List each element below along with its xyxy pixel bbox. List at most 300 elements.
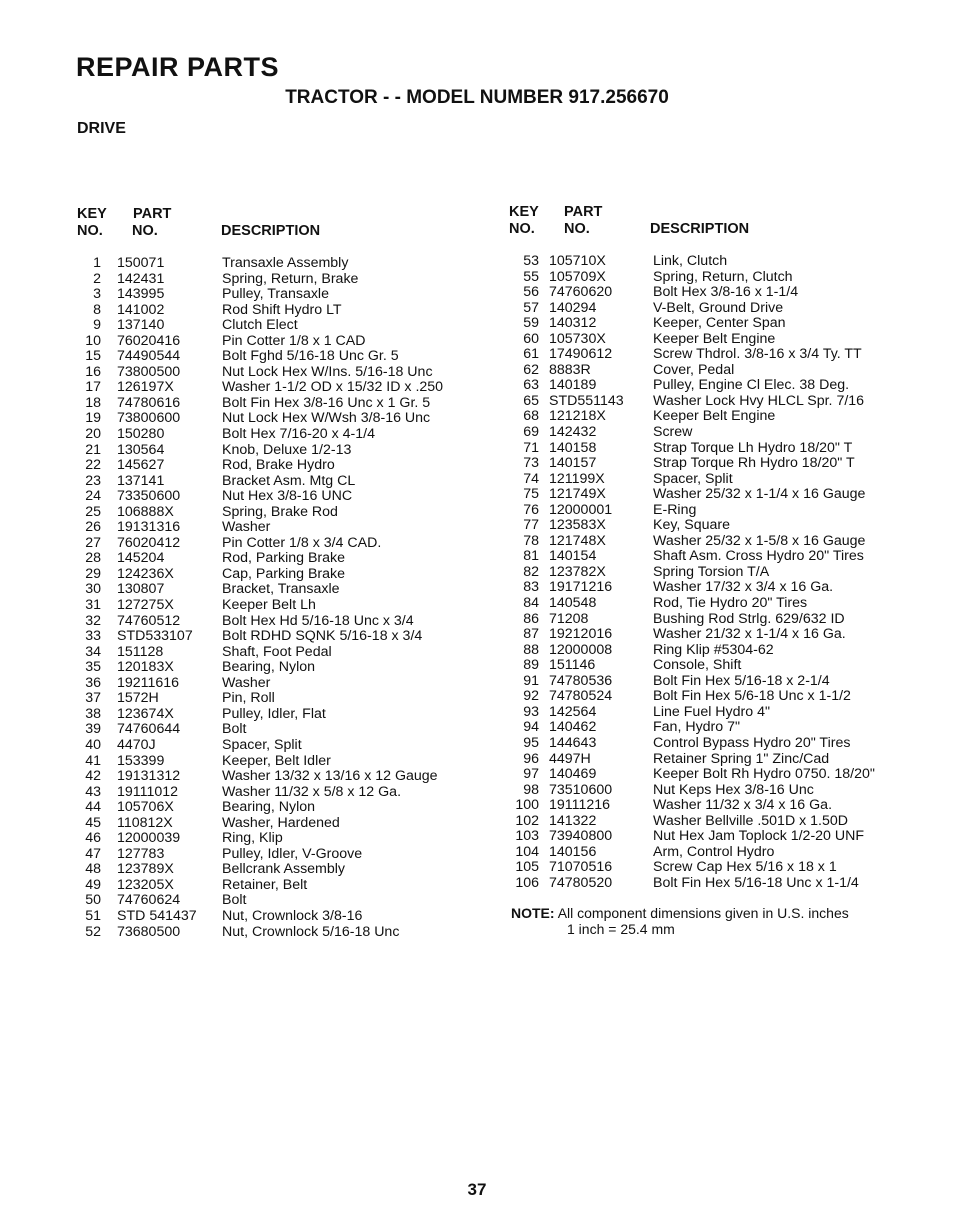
key-number: 48: [85, 861, 101, 878]
part-number: 19171216: [549, 579, 613, 596]
part-number: 140469: [549, 766, 597, 783]
key-number: 16: [85, 363, 101, 380]
table-row: [77, 800, 477, 816]
table-row: [509, 456, 909, 472]
key-number: 61: [523, 346, 539, 363]
key-header-line1: KEY: [509, 204, 539, 220]
table-row: [509, 798, 909, 814]
part-description: Ring Klip #5304-62: [653, 641, 774, 658]
table-row: [77, 287, 477, 303]
part-description: Pin Cotter 1/8 x 3/4 CAD.: [222, 534, 382, 551]
part-description: Spring, Return, Brake: [222, 270, 359, 287]
table-row: [509, 767, 909, 783]
part-description: Washer 11/32 x 3/4 x 16 Ga.: [653, 797, 833, 814]
table-row: [509, 658, 909, 674]
part-description: Bolt: [222, 892, 247, 909]
part-description: Control Bypass Hydro 20" Tires: [653, 734, 851, 751]
part-number: 19211616: [117, 674, 180, 691]
part-number: 71070516: [549, 859, 613, 876]
part-description: Spring, Return, Clutch: [653, 268, 793, 285]
part-description: Keeper Belt Lh: [222, 597, 316, 614]
part-number: 74780524: [549, 688, 613, 705]
part-number: 140158: [549, 439, 597, 456]
key-number: 44: [85, 799, 101, 816]
key-number: 68: [523, 408, 539, 425]
parts-table-right: [509, 204, 909, 891]
part-description: Keeper Belt Engine: [653, 408, 776, 425]
description-header: DESCRIPTION: [221, 223, 321, 239]
part-number: 124236X: [117, 565, 174, 582]
part-description: Pulley, Engine Cl Elec. 38 Deg.: [653, 377, 850, 394]
key-number: 84: [523, 595, 539, 612]
part-number: 137141: [117, 472, 165, 489]
table-row: [77, 303, 477, 319]
table-row: [509, 814, 909, 830]
key-number: 38: [85, 705, 101, 722]
table-row: [509, 876, 909, 892]
table-row: [509, 425, 909, 441]
part-number: 73940800: [549, 828, 613, 845]
part-number: 4497H: [549, 750, 591, 767]
part-header-line1: PART: [133, 206, 172, 222]
table-row: [509, 689, 909, 705]
table-row: [509, 270, 909, 286]
part-header-line2: NO.: [564, 221, 590, 237]
key-number: 39: [85, 721, 101, 738]
key-header-line1: KEY: [77, 206, 107, 222]
part-no-header: [564, 204, 602, 238]
table-row: [77, 645, 477, 661]
part-number: 141002: [117, 301, 165, 318]
part-description: Washer Lock Hvy HLCL Spr. 7/16: [653, 392, 865, 409]
table-row: [509, 829, 909, 845]
key-number: 33: [85, 628, 101, 645]
table-row: [77, 334, 477, 350]
section-heading: DRIVE: [77, 120, 126, 137]
table-row: [509, 409, 909, 425]
part-description: Bolt Hex 3/8-16 x 1-1/4: [653, 284, 799, 301]
part-number: 73510600: [549, 781, 613, 798]
part-number: STD533107: [117, 628, 193, 645]
key-number: 52: [85, 923, 101, 940]
part-number: 74780536: [549, 672, 613, 689]
description-header: DESCRIPTION: [650, 221, 750, 237]
part-description: Bolt Hex Hd 5/16-18 Unc x 3/4: [222, 612, 414, 629]
table-row: [77, 536, 477, 552]
part-number: 105706X: [117, 799, 174, 816]
part-number: 74780520: [549, 874, 613, 891]
rows-left: [77, 256, 477, 940]
part-description: Nut Lock Hex W/Ins. 5/16-18 Unc: [222, 363, 433, 380]
table-header-left: [77, 206, 477, 242]
part-description: Spring, Brake Rod: [222, 503, 338, 520]
part-description: Clutch Elect: [222, 317, 298, 334]
part-number: 73350600: [117, 488, 181, 505]
table-row: [77, 816, 477, 832]
key-number: 21: [85, 441, 101, 458]
part-number: 73800600: [117, 410, 181, 427]
part-description: Key, Square: [653, 517, 731, 534]
part-description: Nut Keps Hex 3/8-16 Unc: [653, 781, 814, 798]
part-description: Cap, Parking Brake: [222, 565, 346, 582]
key-number: 55: [523, 268, 539, 285]
part-number: 110812X: [117, 814, 173, 831]
part-number: 127275X: [117, 597, 174, 614]
key-number: 106: [515, 874, 539, 891]
parts-table-left: [77, 206, 477, 940]
part-description: Keeper Bolt Rh Hydro 0750. 18/20": [653, 766, 875, 783]
part-description: Ring, Klip: [222, 830, 283, 847]
part-description: Arm, Control Hydro: [653, 843, 775, 860]
key-number: 17: [85, 379, 101, 396]
key-number: 19: [85, 410, 101, 427]
key-number: 10: [85, 332, 101, 349]
key-number: 73: [523, 455, 539, 472]
table-row: [77, 831, 477, 847]
part-number: 123583X: [549, 517, 606, 534]
part-description: Nut Lock Hex W/Wsh 3/8-16 Unc: [222, 410, 431, 427]
key-number: 53: [523, 253, 539, 269]
part-description: Bracket Asm. Mtg CL: [222, 472, 356, 489]
part-number: 105709X: [549, 268, 606, 285]
part-number: 105730X: [549, 330, 606, 347]
part-description: Pulley, Idler, Flat: [222, 705, 326, 722]
part-number: 140154: [549, 548, 597, 565]
part-description: Keeper, Belt Idler: [222, 752, 331, 769]
key-number: 82: [523, 563, 539, 580]
key-number: 76: [523, 501, 539, 518]
table-row: [509, 534, 909, 550]
part-number: 74760512: [117, 612, 181, 629]
key-number: 65: [523, 392, 539, 409]
table-row: [509, 301, 909, 317]
table-row: [509, 472, 909, 488]
part-description: Washer 11/32 x 5/8 x 12 Ga.: [222, 783, 402, 800]
part-number: 140462: [549, 719, 597, 736]
key-number: 74: [523, 470, 539, 487]
key-number: 43: [85, 783, 101, 800]
part-description: Line Fuel Hydro 4": [653, 703, 771, 720]
key-number: 56: [523, 284, 539, 301]
table-row: [509, 347, 909, 363]
part-description: Keeper Belt Engine: [653, 330, 776, 347]
table-row: [77, 272, 477, 288]
table-row: [509, 736, 909, 752]
part-description: Washer 21/32 x 1-1/4 x 16 Ga.: [653, 626, 846, 643]
part-number: 140156: [549, 843, 597, 860]
part-number: 121218X: [549, 408, 606, 425]
key-number: 1: [93, 255, 101, 271]
key-number: 37: [85, 690, 101, 707]
key-number: 2: [93, 270, 101, 287]
page-number: 37: [467, 1180, 487, 1199]
table-row: [509, 518, 909, 534]
part-number: 153399: [117, 752, 165, 769]
key-number: 94: [523, 719, 539, 736]
key-number: 28: [85, 550, 101, 567]
part-number: 121749X: [549, 486, 606, 503]
table-header-right: [509, 204, 909, 240]
part-number: 140548: [549, 595, 597, 612]
part-number: 142564: [549, 703, 597, 720]
part-number: 19111012: [117, 783, 179, 800]
key-number: 69: [523, 424, 539, 441]
key-number: 88: [523, 641, 539, 658]
part-description: Spacer, Split: [222, 736, 302, 753]
key-number: 40: [85, 736, 101, 753]
table-row: [509, 752, 909, 768]
part-description: Shaft, Foot Pedal: [222, 643, 332, 660]
table-row: [77, 847, 477, 863]
table-row: [77, 878, 477, 894]
key-number: 57: [523, 299, 539, 316]
key-number: 15: [85, 348, 101, 365]
table-row: [509, 627, 909, 643]
part-description: Bolt Fin Hex 5/16-18 Unc x 1-1/4: [653, 874, 859, 891]
part-number: 123782X: [549, 563, 606, 580]
part-number: 1572H: [117, 690, 159, 707]
part-description: Spring Torsion T/A: [653, 563, 770, 580]
part-description: Retainer, Belt: [222, 876, 308, 893]
part-description: Washer: [222, 674, 271, 691]
part-number: 74780616: [117, 394, 181, 411]
key-number: 75: [523, 486, 539, 503]
key-number: 91: [523, 672, 539, 689]
table-row: [509, 643, 909, 659]
part-number: 73680500: [117, 923, 181, 940]
part-number: 145204: [117, 550, 165, 567]
part-number: 121199X: [549, 470, 605, 487]
key-number: 50: [85, 892, 101, 909]
table-row: [77, 380, 477, 396]
part-number: 19131316: [117, 519, 181, 536]
table-row: [77, 707, 477, 723]
note-block: [511, 906, 849, 937]
part-description: Bracket, Transaxle: [222, 581, 340, 598]
part-number: 144643: [549, 734, 597, 751]
part-description: Rod, Tie Hydro 20" Tires: [653, 595, 808, 612]
key-number: 31: [85, 597, 101, 614]
key-number: 60: [523, 330, 539, 347]
part-number: STD551143: [549, 392, 624, 409]
part-description: V-Belt, Ground Drive: [653, 299, 784, 316]
table-row: [509, 378, 909, 394]
key-number: 105: [515, 859, 539, 876]
key-number: 93: [523, 703, 539, 720]
key-number: 86: [523, 610, 539, 627]
table-row: [77, 567, 477, 583]
part-description: E-Ring: [653, 501, 697, 518]
key-number: 96: [523, 750, 539, 767]
key-number: 45: [85, 814, 101, 831]
part-number: 140294: [549, 299, 597, 316]
table-row: [77, 629, 477, 645]
key-number: 18: [85, 394, 101, 411]
part-description: Strap Torque Lh Hydro 18/20" T: [653, 439, 853, 456]
key-number: 77: [523, 517, 539, 534]
table-row: [509, 332, 909, 348]
part-description: Washer 13/32 x 13/16 x 12 Gauge: [222, 768, 438, 785]
key-number: 27: [85, 534, 101, 551]
part-number: 140157: [549, 455, 597, 472]
table-row: [509, 720, 909, 736]
part-description: Nut, Crownlock 3/8-16: [222, 907, 363, 924]
model-subtitle: TRACTOR - - MODEL NUMBER 917.256670: [285, 87, 669, 108]
table-row: [77, 909, 477, 925]
table-row: [509, 487, 909, 503]
part-number: 130564: [117, 441, 165, 458]
key-number: 59: [523, 315, 539, 332]
table-row: [509, 394, 909, 410]
table-row: [509, 580, 909, 596]
key-number: 46: [85, 830, 101, 847]
key-number: 34: [85, 643, 101, 660]
table-row: [77, 862, 477, 878]
key-number: 22: [85, 457, 101, 474]
part-description: Console, Shift: [653, 657, 742, 674]
note-label: NOTE:: [511, 905, 555, 921]
key-number: 24: [85, 488, 101, 505]
key-number: 30: [85, 581, 101, 598]
table-row: [509, 441, 909, 457]
part-number: 105710X: [549, 253, 606, 269]
key-number: 25: [85, 503, 101, 520]
part-number: 127783: [117, 845, 165, 862]
key-no-header: [77, 206, 107, 240]
table-row: [77, 349, 477, 365]
part-number: 19111216: [549, 797, 611, 814]
part-number: 151146: [549, 657, 596, 674]
part-description: Spacer, Split: [653, 470, 733, 487]
table-row: [509, 254, 909, 270]
part-number: 137140: [117, 317, 165, 334]
part-description: Screw Thdrol. 3/8-16 x 3/4 Ty. TT: [653, 346, 862, 363]
part-number: 73800500: [117, 363, 181, 380]
key-number: 95: [523, 734, 539, 751]
part-number: 140312: [549, 315, 597, 332]
table-row: [509, 783, 909, 799]
part-number: 140189: [549, 377, 597, 394]
part-description: Bearing, Nylon: [222, 659, 316, 676]
table-row: [509, 549, 909, 565]
key-number: 47: [85, 845, 101, 862]
key-number: 71: [523, 439, 539, 456]
part-description: Bearing, Nylon: [222, 799, 316, 816]
part-description: Washer, Hardened: [222, 814, 340, 831]
key-number: 102: [515, 812, 539, 829]
part-header-line1: PART: [564, 204, 603, 220]
table-row: [509, 596, 909, 612]
key-number: 103: [515, 828, 539, 845]
part-number: 8883R: [549, 361, 591, 378]
table-row: [77, 411, 477, 427]
part-number: 12000001: [549, 501, 613, 518]
key-number: 92: [523, 688, 539, 705]
part-description: Bolt Fin Hex 3/8-16 Unc x 1 Gr. 5: [222, 394, 431, 411]
table-row: [77, 489, 477, 505]
part-number: 19131312: [117, 768, 181, 785]
table-row: [509, 860, 909, 876]
part-number: 150071: [117, 255, 165, 271]
table-row: [77, 396, 477, 412]
part-description: Rod, Brake Hydro: [222, 457, 335, 474]
part-description: Nut, Crownlock 5/16-18 Unc: [222, 923, 400, 940]
part-description: Bushing Rod Strlg. 629/632 ID: [653, 610, 845, 627]
table-row: [77, 722, 477, 738]
part-number: 126197X: [117, 379, 174, 396]
part-description: Bolt Fin Hex 5/6-18 Unc x 1-1/2: [653, 688, 851, 705]
table-row: [77, 614, 477, 630]
table-row: [77, 676, 477, 692]
key-number: 63: [523, 377, 539, 394]
part-number: STD 541437: [117, 907, 197, 924]
table-row: [509, 705, 909, 721]
part-description: Bolt Hex 7/16-20 x 4-1/4: [222, 426, 375, 443]
key-number: 36: [85, 674, 101, 691]
table-row: [77, 505, 477, 521]
part-description: Washer 1-1/2 OD x 15/32 ID x .250: [222, 379, 444, 396]
key-number: 98: [523, 781, 539, 798]
key-number: 100: [515, 797, 539, 814]
key-header-line2: NO.: [509, 221, 535, 237]
table-row: [509, 674, 909, 690]
key-number: 42: [85, 768, 101, 785]
table-row: [509, 316, 909, 332]
part-number: 123789X: [117, 861, 174, 878]
part-number: 74760644: [117, 721, 181, 738]
part-number: 12000039: [117, 830, 181, 847]
table-row: [77, 474, 477, 490]
table-row: [77, 660, 477, 676]
table-row: [77, 785, 477, 801]
part-description: Rod Shift Hydro LT: [222, 301, 342, 318]
note-line1: All component dimensions given in U.S. inches: [557, 905, 849, 921]
part-description: Transaxle Assembly: [222, 255, 349, 271]
key-number: 29: [85, 565, 101, 582]
part-number: 142431: [117, 270, 165, 287]
table-row: [509, 285, 909, 301]
part-description: Washer: [222, 519, 271, 536]
key-number: 51: [85, 907, 101, 924]
part-description: Pin Cotter 1/8 x 1 CAD: [222, 332, 366, 349]
table-row: [77, 691, 477, 707]
key-number: 83: [523, 579, 539, 596]
part-number: 74760620: [549, 284, 613, 301]
part-description: Keeper, Center Span: [653, 315, 786, 332]
part-number: 145627: [117, 457, 165, 474]
part-number: 76020416: [117, 332, 181, 349]
table-row: [509, 565, 909, 581]
part-number: 141322: [549, 812, 597, 829]
part-number: 71208: [549, 610, 589, 627]
part-description: Pulley, Transaxle: [222, 286, 329, 303]
part-description: Pulley, Idler, V-Groove: [222, 845, 363, 862]
table-row: [77, 551, 477, 567]
key-number: 78: [523, 532, 539, 549]
table-row: [77, 738, 477, 754]
note-line2: 1 inch = 25.4 mm: [567, 920, 675, 937]
part-number: 151128: [117, 643, 164, 660]
part-description: Washer 25/32 x 1-5/8 x 16 Gauge: [653, 532, 866, 549]
part-description: Rod, Parking Brake: [222, 550, 346, 567]
key-number: 41: [85, 752, 101, 769]
table-row: [509, 363, 909, 379]
table-row: [509, 845, 909, 861]
table-row: [77, 582, 477, 598]
part-number: 123205X: [117, 876, 174, 893]
part-description: Knob, Deluxe 1/2-13: [222, 441, 352, 458]
part-no-header: [133, 206, 171, 240]
